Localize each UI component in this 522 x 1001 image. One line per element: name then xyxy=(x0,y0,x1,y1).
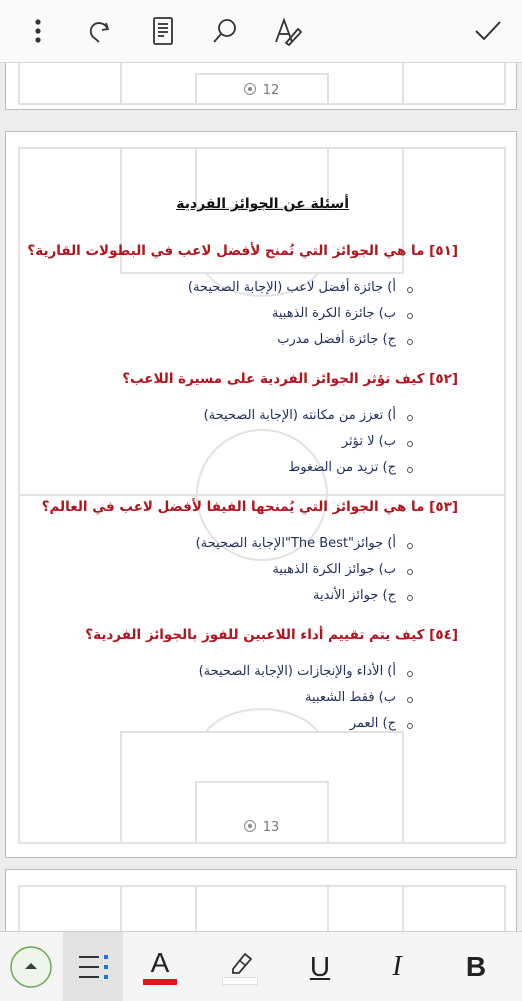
italic-button[interactable] xyxy=(367,932,427,1001)
list-bullet xyxy=(407,339,413,345)
answer-item: ب) جوائز الكرة الذهبية xyxy=(272,562,396,577)
answer-item: ج) جوائز الأندية xyxy=(313,588,396,603)
checkmark-icon xyxy=(473,18,503,44)
answer-item: ب) جائزة الكرة الذهبية xyxy=(271,306,396,321)
section-title: أسئلة عن الجوائز الفردية xyxy=(176,196,349,212)
football-field-background xyxy=(6,870,517,931)
format-toolbar xyxy=(0,931,522,1001)
redo-icon xyxy=(86,17,114,45)
more-vertical-icon xyxy=(33,17,43,45)
search-icon xyxy=(210,16,240,46)
bold-button[interactable] xyxy=(446,932,506,1001)
list-bullet xyxy=(407,723,413,729)
answer-item: ج) جائزة أفضل مدرب xyxy=(277,332,396,347)
question-51: [٥١] ما هي الجوائز التي تُمنح لأفضل لاعب في البطولات القارية؟ xyxy=(27,243,458,259)
page-number-footer xyxy=(6,83,516,98)
answer-item: أ) تعزز من مكانته (الإجابة الصحيحة) xyxy=(203,408,396,423)
question-52: [٥٢] كيف تؤثر الجوائز الفردية على مسيرة اللاعب؟ xyxy=(122,371,458,387)
answer-item: ب) لا تؤثر xyxy=(341,434,396,449)
underline-button[interactable] xyxy=(290,932,350,1001)
list-bullet xyxy=(407,569,413,575)
answer-item: أ) جوائز"The Best"الإجابة الصحيحة) xyxy=(195,536,396,551)
search-button[interactable] xyxy=(205,11,245,51)
pen-format-icon xyxy=(272,16,304,46)
answer-item: ج) تزيد من الضغوط xyxy=(288,460,396,475)
bullet-list-icon xyxy=(76,952,110,982)
answer-item: أ) الأداء والإنجازات (الإجابة الصحيحة) xyxy=(198,664,396,679)
page-number: 13 xyxy=(262,820,280,835)
list-bullet xyxy=(407,441,413,447)
font-color-label: A xyxy=(150,946,170,978)
question-53: [٥٣] ما هي الجوائز التي يُمنحها الفيفا لأفضل لاعب في العالم؟ xyxy=(41,499,458,515)
answer-item: ب) فقط الشعبية xyxy=(305,690,396,705)
pen-format-button[interactable] xyxy=(268,11,308,51)
list-bullet xyxy=(407,671,413,677)
football-icon xyxy=(243,83,257,95)
list-format-button[interactable] xyxy=(63,932,123,1001)
done-button[interactable] xyxy=(468,11,508,51)
bold-label: B xyxy=(465,950,487,982)
chevron-up-icon xyxy=(8,944,54,990)
collapse-toolbar-button[interactable] xyxy=(0,932,62,1001)
underline-label: U xyxy=(309,950,331,982)
font-color-swatch xyxy=(143,979,177,985)
redo-button[interactable] xyxy=(80,11,120,51)
question-54: [٥٤] كيف يتم تقييم أداء اللاعبين للفوز بالجوائز الفردية؟ xyxy=(85,627,458,643)
page-number: 12 xyxy=(262,83,280,98)
italic-label: I xyxy=(392,950,402,982)
list-bullet xyxy=(407,595,413,601)
highlighter-icon xyxy=(225,949,255,975)
current-page xyxy=(5,131,517,858)
list-bullet xyxy=(407,415,413,421)
football-field-background xyxy=(6,132,517,858)
answer-item: أ) جائزة أفضل لاعب (الإجابة الصحيحة) xyxy=(187,280,396,295)
document-area[interactable] xyxy=(0,63,522,931)
list-bullet xyxy=(407,467,413,473)
list-bullet xyxy=(407,313,413,319)
highlight-button[interactable] xyxy=(210,932,270,1001)
page-number-footer xyxy=(6,820,516,835)
previous-page xyxy=(5,63,517,110)
football-icon xyxy=(243,820,257,832)
more-options-button[interactable] xyxy=(18,11,58,51)
list-bullet xyxy=(407,287,413,293)
document-view-button[interactable] xyxy=(143,11,183,51)
font-color-button[interactable] xyxy=(130,932,190,1001)
next-page xyxy=(5,869,517,931)
list-bullet xyxy=(407,697,413,703)
highlight-color-swatch xyxy=(222,977,258,985)
top-toolbar xyxy=(0,0,522,63)
list-bullet xyxy=(407,543,413,549)
document-icon xyxy=(151,16,175,46)
answer-item: ج) العمر xyxy=(349,716,396,731)
